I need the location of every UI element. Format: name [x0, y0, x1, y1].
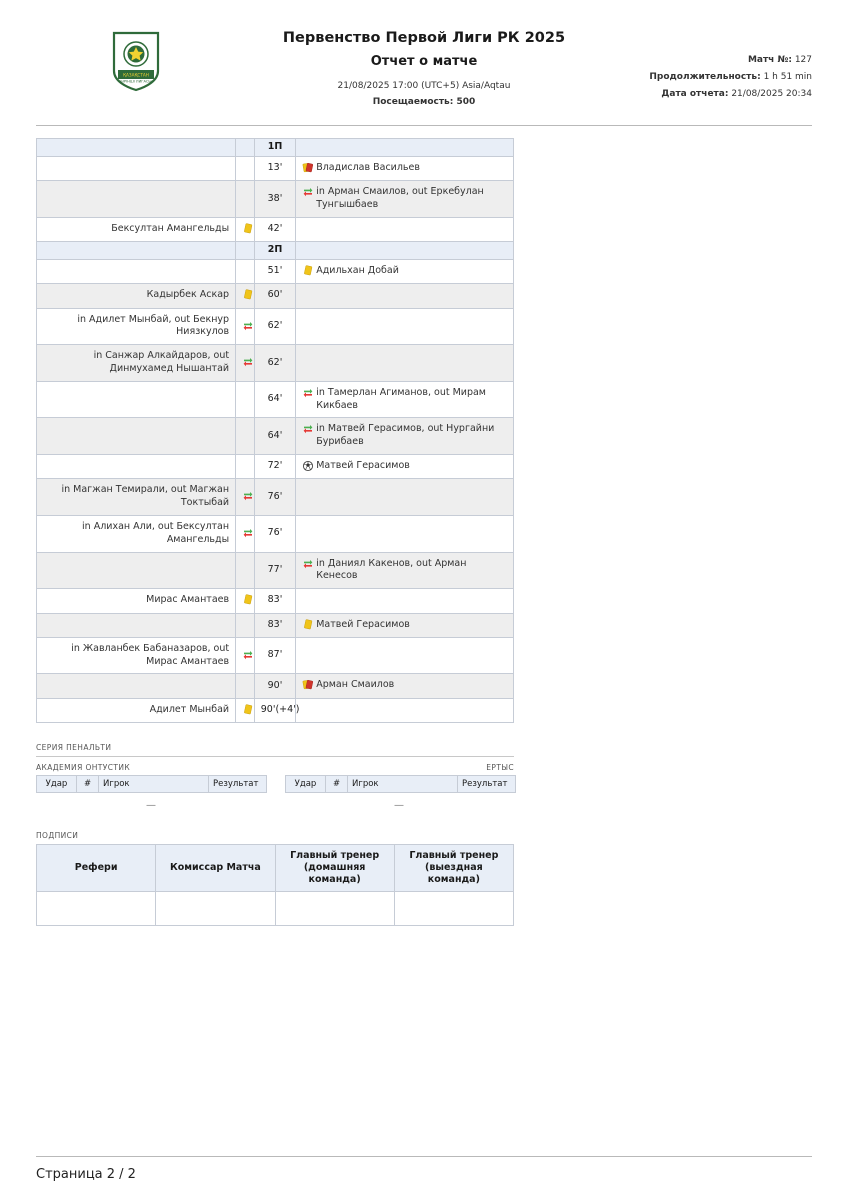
penalty-col-player: Игрок [348, 776, 458, 793]
event-away-text [296, 181, 514, 218]
event-away-text [296, 381, 514, 418]
signature-cell-commissioner[interactable] [156, 891, 275, 925]
event-away-text [296, 589, 514, 613]
event-minute: 38' [254, 181, 295, 218]
signature-table [36, 844, 514, 926]
event-minute: 90'(+4') [254, 698, 295, 722]
event-home-text [37, 479, 236, 516]
page-title: Отчет о матче [370, 54, 478, 69]
event-home-text [37, 589, 236, 613]
goal-icon [302, 460, 314, 472]
period-row [37, 242, 514, 260]
event-description: Кадырбек Аскар [146, 289, 230, 301]
event-home-text [37, 613, 236, 637]
events-table-body [37, 139, 514, 723]
svg-text:БІРІНШІ ЛИГАСЫ: БІРІНШІ ЛИГАСЫ [120, 79, 152, 84]
yellow-card-icon [302, 265, 314, 277]
event-away-text [296, 674, 514, 698]
penalty-section [0, 743, 848, 811]
signature-section-label: ПОДПИСИ [36, 831, 79, 841]
event-home-icon-cell [236, 284, 255, 308]
event-home-icon-cell [236, 418, 255, 455]
yellow-red-card-icon [302, 162, 314, 174]
home-coach-line1: Главный тренер [290, 850, 380, 862]
table-header-row [37, 776, 267, 793]
event-row [37, 284, 514, 308]
period-away-blank [296, 242, 514, 260]
event-description: Арман Смаилов [316, 679, 395, 691]
penalty-divider [36, 756, 514, 757]
event-home-text [37, 698, 236, 722]
federation-crest-icon [110, 30, 162, 92]
event-home-icon-cell [236, 455, 255, 479]
page-number: Страница 2 / 2 [36, 1167, 136, 1182]
match-number [612, 52, 812, 69]
event-away-text [296, 515, 514, 552]
event-home-text [37, 515, 236, 552]
attendance-value: 500 [456, 97, 476, 107]
event-minute: 62' [254, 308, 295, 345]
period-away-blank [296, 139, 514, 157]
penalty-empty-row [36, 793, 514, 811]
substitution-icon [242, 490, 254, 502]
away-coach-line1: Главный тренер [409, 850, 499, 862]
event-row [37, 156, 514, 180]
event-home-text [37, 345, 236, 382]
header-meta [612, 26, 812, 103]
penalty-home-team: АКАДЕМИЯ ОНТУСТИК [36, 763, 131, 773]
signature-cell-home-coach[interactable] [275, 891, 394, 925]
event-description: in Жавланбек Бабаназаров, out Мирас Амантаев [71, 642, 230, 667]
event-away-text [296, 259, 514, 283]
event-description: Бексултан Амангельды [111, 223, 230, 234]
event-home-text [37, 674, 236, 698]
yellow-red-card-icon [302, 679, 314, 691]
event-home-text [37, 259, 236, 283]
penalty-away-empty: — [394, 800, 404, 812]
match-number-label: Матч №: [747, 55, 792, 65]
penalty-col-number: # [326, 776, 348, 793]
event-description: Мирас Амантаев [146, 594, 230, 606]
event-row [37, 552, 514, 589]
event-row [37, 308, 514, 345]
event-home-icon-cell [236, 637, 255, 674]
event-home-icon-cell [236, 552, 255, 589]
event-home-icon-cell [236, 479, 255, 516]
signature-row[interactable] [37, 891, 514, 925]
event-away-text [296, 418, 514, 455]
event-description: Адилет Мынбай [149, 704, 230, 715]
period-label: 1П [254, 139, 295, 157]
report-date-label: Дата отчета: [661, 89, 729, 100]
event-minute: 72' [254, 455, 295, 479]
penalty-col-number: # [77, 776, 99, 793]
substitution-icon [302, 186, 314, 198]
report-header [0, 0, 848, 117]
event-home-text [37, 455, 236, 479]
penalty-col-result: Результат [209, 776, 267, 793]
event-minute: 90' [254, 674, 295, 698]
event-minute: 76' [254, 479, 295, 516]
event-home-icon-cell [236, 308, 255, 345]
penalty-table-home [36, 775, 267, 793]
signature-col-away-coach [394, 845, 513, 892]
event-row [37, 418, 514, 455]
event-description: in Матвей Герасимов, out Нургайни Бурибаев [316, 423, 495, 448]
substitution-icon [242, 527, 254, 539]
event-away-text [296, 613, 514, 637]
event-minute: 87' [254, 637, 295, 674]
event-away-text [296, 345, 514, 382]
event-row [37, 181, 514, 218]
crest-container [36, 26, 236, 92]
match-datetime: 21/08/2025 17:00 (UTC+5) Asia/Aqtau [337, 81, 511, 91]
signature-col-home-coach [275, 845, 394, 892]
event-minute: 64' [254, 418, 295, 455]
event-away-text [296, 308, 514, 345]
event-description: in Арман Смаилов, out Еркебулан Тунгышбаев [316, 186, 484, 210]
event-row [37, 674, 514, 698]
event-away-text [296, 479, 514, 516]
event-home-text [37, 381, 236, 418]
event-home-icon-cell [236, 156, 255, 180]
attendance-label: Посещаемость: [372, 97, 454, 107]
event-row [37, 515, 514, 552]
event-minute: 83' [254, 613, 295, 637]
table-header-row [37, 845, 514, 892]
event-minute: 51' [254, 259, 295, 283]
signature-cell-away-coach[interactable] [394, 891, 513, 925]
event-row [37, 345, 514, 382]
match-duration [612, 69, 812, 86]
event-home-icon-cell [236, 613, 255, 637]
event-away-text [296, 455, 514, 479]
event-home-text [37, 284, 236, 308]
event-away-text [296, 156, 514, 180]
event-home-icon-cell [236, 674, 255, 698]
penalty-col-result: Результат [458, 776, 516, 793]
penalty-col-player: Игрок [99, 776, 209, 793]
signature-cell-referee[interactable] [37, 891, 156, 925]
home-coach-line2: (домашняя команда) [303, 861, 366, 885]
duration-label: Продолжительность: [649, 72, 761, 83]
event-away-text [296, 284, 514, 308]
penalty-tables [36, 775, 514, 793]
event-away-text [296, 698, 514, 722]
events-section [0, 126, 848, 723]
event-home-text [37, 552, 236, 589]
event-home-icon-cell [236, 259, 255, 283]
substitution-icon [302, 558, 314, 570]
header-titles [236, 26, 612, 107]
substitution-icon [242, 649, 254, 661]
event-home-text [37, 217, 236, 241]
footer-divider [36, 1156, 812, 1157]
event-row [37, 613, 514, 637]
event-minute: 60' [254, 284, 295, 308]
event-description: in Санжар Алкайдаров, out Динмухамед Нышантай [93, 350, 230, 374]
duration-value: 1 h 51 min [763, 72, 812, 83]
substitution-icon [242, 356, 254, 368]
event-home-icon-cell [236, 698, 255, 722]
event-row [37, 698, 514, 722]
event-description: in Адилет Мынбай, out Бекнур Ниязкулов [77, 313, 230, 338]
yellow-card-icon [302, 619, 314, 631]
competition-title: Первенство Первой Лиги РК 2025 [282, 30, 566, 46]
event-home-text [37, 181, 236, 218]
report-date-value: 21/08/2025 20:34 [731, 89, 812, 100]
substitution-icon [302, 423, 314, 435]
event-row [37, 217, 514, 241]
match-number-value: 127 [794, 55, 812, 65]
penalty-section-label: СЕРИЯ ПЕНАЛЬТИ [36, 743, 112, 753]
event-minute: 83' [254, 589, 295, 613]
event-home-text [37, 156, 236, 180]
period-home-icon-blank [236, 139, 255, 157]
event-minute: 42' [254, 217, 295, 241]
svg-text:ҚАЗАҚСТАН: ҚАЗАҚСТАН [123, 72, 149, 78]
substitution-icon [302, 387, 314, 399]
event-row [37, 259, 514, 283]
substitution-icon [242, 320, 254, 332]
period-home-icon-blank [236, 242, 255, 260]
event-minute: 76' [254, 515, 295, 552]
period-row [37, 139, 514, 157]
penalty-col-shot: Удар [286, 776, 326, 793]
event-row [37, 455, 514, 479]
penalty-table-away [285, 775, 516, 793]
page-footer [0, 1156, 848, 1182]
yellow-card-icon [242, 289, 254, 301]
event-row [37, 479, 514, 516]
event-description: in Магжан Темирали, out Магжан Токтыбай [61, 484, 230, 509]
event-away-text [296, 552, 514, 589]
yellow-card-icon [242, 223, 254, 235]
event-row [37, 381, 514, 418]
event-home-icon-cell [236, 381, 255, 418]
event-home-text [37, 308, 236, 345]
event-home-icon-cell [236, 515, 255, 552]
event-home-text [37, 637, 236, 674]
penalty-home-empty: — [146, 800, 156, 812]
signature-col-commissioner: Комиссар Матча [156, 845, 275, 892]
yellow-card-icon [242, 594, 254, 606]
penalty-col-shot: Удар [37, 776, 77, 793]
event-minute: 13' [254, 156, 295, 180]
away-coach-line2: (выездная команда) [425, 861, 483, 885]
signature-col-referee: Рефери [37, 845, 156, 892]
event-description: in Алихан Али, out Бексултан Амангельды [82, 520, 230, 545]
penalty-team-names [36, 763, 514, 772]
event-home-text [37, 418, 236, 455]
event-away-text [296, 637, 514, 674]
event-description: Адильхан Добай [316, 264, 399, 276]
penalty-away-team: ЕРТЫС [486, 763, 514, 773]
event-row [37, 637, 514, 674]
events-table [36, 138, 514, 723]
event-description: Владислав Васильев [316, 161, 420, 173]
event-home-icon-cell [236, 181, 255, 218]
table-header-row [286, 776, 516, 793]
event-description: Матвей Герасимов [316, 618, 410, 630]
event-description: in Тамерлан Агиманов, out Мирам Кикбаев [316, 386, 486, 411]
signature-section [0, 831, 848, 926]
period-home-blank [37, 139, 236, 157]
report-date [612, 86, 812, 103]
event-home-icon-cell [236, 345, 255, 382]
event-row [37, 589, 514, 613]
event-home-icon-cell [236, 217, 255, 241]
attendance [236, 97, 612, 107]
event-home-icon-cell [236, 589, 255, 613]
event-description: in Даниял Какенов, out Арман Кенесов [316, 557, 467, 582]
event-away-text [296, 217, 514, 241]
event-minute: 64' [254, 381, 295, 418]
period-home-blank [37, 242, 236, 260]
period-label: 2П [254, 242, 295, 260]
event-minute: 62' [254, 345, 295, 382]
yellow-card-icon [242, 704, 254, 716]
event-minute: 77' [254, 552, 295, 589]
event-description: Матвей Герасимов [316, 460, 410, 471]
